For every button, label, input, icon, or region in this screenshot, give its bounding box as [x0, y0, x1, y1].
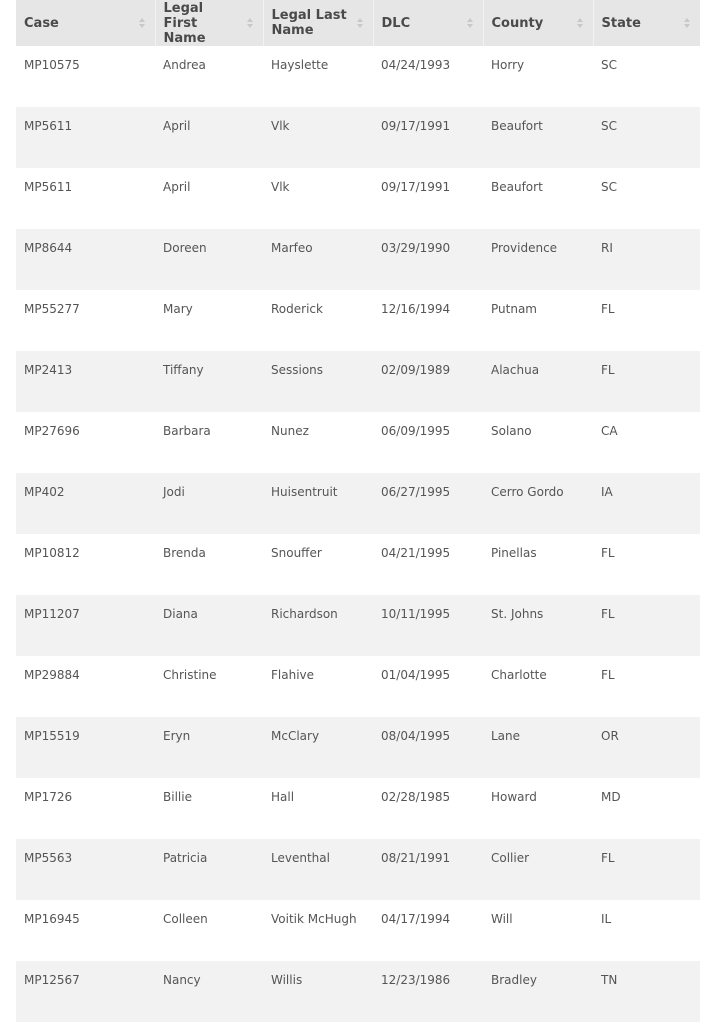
results-table-container	[16, 0, 700, 1022]
table-row[interactable]	[16, 900, 700, 961]
cell-case: MP11207	[24, 607, 80, 621]
cell-case: MP8644	[24, 241, 73, 255]
cell-case: MP12567	[24, 973, 80, 987]
table-row[interactable]	[16, 107, 700, 168]
cell-last: Huisentruit	[271, 485, 338, 499]
results-table	[16, 0, 700, 1022]
header-row	[16, 0, 700, 46]
cell-dlc: 01/04/1995	[381, 668, 451, 682]
column-header-state[interactable]	[593, 0, 700, 46]
column-header-last[interactable]	[263, 0, 373, 46]
cell-last: Hall	[271, 790, 295, 804]
cell-dlc: 06/27/1995	[381, 485, 451, 499]
sort-icon[interactable]	[683, 17, 691, 29]
cell-state: FL	[601, 302, 615, 316]
cell-county: Horry	[491, 58, 525, 72]
cell-county: Solano	[491, 424, 532, 438]
sort-icon[interactable]	[576, 17, 584, 29]
table-header	[16, 0, 700, 46]
column-header-label: Legal First Name	[163, 0, 206, 46]
cell-state: FL	[601, 851, 615, 865]
cell-state: CA	[601, 424, 618, 438]
table-row[interactable]	[16, 473, 700, 534]
cell-state: FL	[601, 546, 615, 560]
cell-county: Bradley	[491, 973, 537, 987]
table-row[interactable]	[16, 778, 700, 839]
cell-last: Voitik McHugh	[271, 912, 357, 926]
cell-dlc: 04/21/1995	[381, 546, 451, 560]
cell-state: SC	[601, 119, 617, 133]
cell-dlc: 04/17/1994	[381, 912, 451, 926]
cell-last: Richardson	[271, 607, 338, 621]
cell-first: Barbara	[163, 424, 211, 438]
cell-state: IL	[601, 912, 612, 926]
cell-dlc: 03/29/1990	[381, 241, 451, 255]
cell-first: Jodi	[163, 485, 185, 499]
cell-county: Howard	[491, 790, 537, 804]
cell-state: RI	[601, 241, 613, 255]
cell-dlc: 04/24/1993	[381, 58, 451, 72]
sort-icon[interactable]	[466, 17, 474, 29]
column-header-county[interactable]	[483, 0, 593, 46]
cell-county: Will	[491, 912, 513, 926]
cell-county: Charlotte	[491, 668, 547, 682]
column-header-label: DLC	[381, 15, 411, 31]
column-header-dlc[interactable]	[373, 0, 483, 46]
cell-first: Christine	[163, 668, 217, 682]
cell-first: April	[163, 119, 191, 133]
cell-county: Beaufort	[491, 180, 543, 194]
cell-state: SC	[601, 58, 617, 72]
cell-dlc: 06/09/1995	[381, 424, 451, 438]
column-header-label: Case	[24, 15, 59, 31]
cell-last: Sessions	[271, 363, 324, 377]
cell-case: MP402	[24, 485, 65, 499]
cell-last: Snouffer	[271, 546, 322, 560]
cell-first: Andrea	[163, 58, 206, 72]
sort-icon[interactable]	[246, 17, 254, 29]
cell-case: MP5563	[24, 851, 73, 865]
column-header-label: County	[491, 15, 544, 31]
cell-dlc: 02/09/1989	[381, 363, 451, 377]
column-header-case[interactable]	[16, 0, 155, 46]
cell-case: MP15519	[24, 729, 80, 743]
table-row[interactable]	[16, 534, 700, 595]
cell-last: McClary	[271, 729, 320, 743]
cell-dlc: 08/21/1991	[381, 851, 451, 865]
table-row[interactable]	[16, 412, 700, 473]
cell-case: MP5611	[24, 119, 73, 133]
column-header-label: Legal Last Name	[271, 8, 347, 38]
cell-first: Doreen	[163, 241, 207, 255]
table-row[interactable]	[16, 229, 700, 290]
cell-case: MP55277	[24, 302, 80, 316]
table-row[interactable]	[16, 46, 700, 107]
cell-first: Tiffany	[163, 363, 204, 377]
cell-first: Brenda	[163, 546, 206, 560]
cell-state: TN	[601, 973, 618, 987]
cell-state: MD	[601, 790, 621, 804]
cell-county: Providence	[491, 241, 558, 255]
table-row[interactable]	[16, 717, 700, 778]
table-row[interactable]	[16, 656, 700, 717]
cell-last: Vlk	[271, 180, 290, 194]
cell-first: Mary	[163, 302, 193, 316]
cell-state: OR	[601, 729, 619, 743]
cell-county: Collier	[491, 851, 530, 865]
cell-first: April	[163, 180, 191, 194]
cell-last: Roderick	[271, 302, 323, 316]
cell-case: MP1726	[24, 790, 73, 804]
sort-icon[interactable]	[356, 17, 364, 29]
cell-county: Beaufort	[491, 119, 543, 133]
cell-first: Eryn	[163, 729, 191, 743]
cell-last: Willis	[271, 973, 303, 987]
cell-state: FL	[601, 363, 615, 377]
cell-last: Flahive	[271, 668, 315, 682]
cell-case: MP29884	[24, 668, 80, 682]
cell-county: Putnam	[491, 302, 537, 316]
cell-state: SC	[601, 180, 617, 194]
cell-dlc: 10/11/1995	[381, 607, 451, 621]
table-row[interactable]	[16, 290, 700, 351]
cell-case: MP2413	[24, 363, 73, 377]
column-header-first[interactable]	[155, 0, 263, 46]
cell-dlc: 09/17/1991	[381, 119, 451, 133]
cell-state: FL	[601, 668, 615, 682]
cell-case: MP10575	[24, 58, 80, 72]
cell-dlc: 12/16/1994	[381, 302, 451, 316]
table-row[interactable]	[16, 168, 700, 229]
cell-first: Colleen	[163, 912, 208, 926]
cell-first: Patricia	[163, 851, 208, 865]
cell-case: MP27696	[24, 424, 80, 438]
cell-state: FL	[601, 607, 615, 621]
cell-dlc: 02/28/1985	[381, 790, 451, 804]
cell-county: Alachua	[491, 363, 540, 377]
table-body	[16, 46, 700, 1022]
table-row[interactable]	[16, 351, 700, 412]
sort-icon[interactable]	[138, 17, 146, 29]
cell-first: Diana	[163, 607, 198, 621]
table-row[interactable]	[16, 839, 700, 900]
cell-county: Pinellas	[491, 546, 537, 560]
cell-last: Marfeo	[271, 241, 313, 255]
cell-county: St. Johns	[491, 607, 544, 621]
table-row[interactable]	[16, 595, 700, 656]
cell-dlc: 08/04/1995	[381, 729, 451, 743]
cell-county: Cerro Gordo	[491, 485, 564, 499]
cell-last: Vlk	[271, 119, 290, 133]
cell-case: MP16945	[24, 912, 80, 926]
table-row[interactable]	[16, 961, 700, 1022]
cell-first: Billie	[163, 790, 192, 804]
cell-dlc: 12/23/1986	[381, 973, 451, 987]
cell-state: IA	[601, 485, 613, 499]
cell-dlc: 09/17/1991	[381, 180, 451, 194]
cell-case: MP5611	[24, 180, 73, 194]
cell-last: Hayslette	[271, 58, 329, 72]
cell-county: Lane	[491, 729, 521, 743]
cell-last: Nunez	[271, 424, 309, 438]
column-header-label: State	[601, 15, 641, 31]
cell-last: Leventhal	[271, 851, 330, 865]
cell-first: Nancy	[163, 973, 201, 987]
cell-case: MP10812	[24, 546, 80, 560]
